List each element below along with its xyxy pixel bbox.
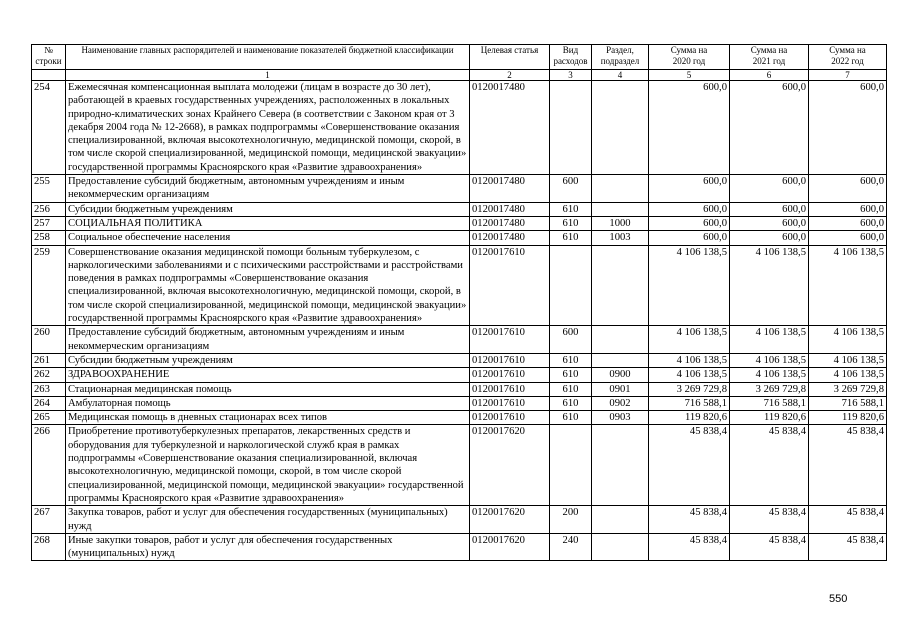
row-sum-2020: 600,0 (649, 202, 730, 216)
row-section: 1000 (592, 216, 649, 230)
row-sum-2022: 4 106 138,5 (809, 353, 887, 367)
page-number: 550 (829, 593, 848, 605)
table-row (32, 382, 887, 396)
header-sum-2020: Сумма на 2020 год (649, 45, 730, 70)
row-section (592, 533, 649, 561)
row-target-article: 0120017620 (470, 425, 550, 506)
row-expense-type: 610 (550, 202, 592, 216)
row-name: Амбулаторная помощь (66, 396, 470, 410)
header-section: Раздел, подраздел (592, 45, 649, 70)
row-number: 264 (32, 396, 66, 410)
row-sum-2022: 600,0 (809, 216, 887, 230)
row-sum-2022: 3 269 729,8 (809, 382, 887, 396)
row-target-article: 0120017480 (470, 202, 550, 216)
row-section (592, 81, 649, 175)
table-row (32, 425, 887, 506)
budget-table (31, 44, 887, 561)
row-number: 262 (32, 368, 66, 382)
table-row (32, 202, 887, 216)
row-number: 266 (32, 425, 66, 506)
table-row (32, 396, 887, 410)
row-expense-type: 610 (550, 411, 592, 425)
row-sum-2020: 45 838,4 (649, 533, 730, 561)
row-sum-2020: 45 838,4 (649, 506, 730, 534)
row-expense-type: 600 (550, 175, 592, 203)
table-row (32, 231, 887, 245)
row-name: Иные закупки товаров, работ и услуг для обеспечения государственных (муниципальных) нужд (66, 533, 470, 561)
row-number: 261 (32, 353, 66, 367)
row-number: 257 (32, 216, 66, 230)
table-header (32, 45, 887, 81)
row-number: 256 (32, 202, 66, 216)
row-sum-2020: 600,0 (649, 216, 730, 230)
row-sum-2020: 4 106 138,5 (649, 245, 730, 326)
row-target-article: 0120017480 (470, 81, 550, 175)
header-sum-2021: Сумма на 2021 год (730, 45, 809, 70)
column-number: 7 (809, 70, 887, 81)
row-sum-2020: 716 588,1 (649, 396, 730, 410)
row-sum-2020: 600,0 (649, 175, 730, 203)
column-number (32, 70, 66, 81)
row-sum-2020: 4 106 138,5 (649, 326, 730, 354)
row-expense-type (550, 245, 592, 326)
row-number: 268 (32, 533, 66, 561)
row-sum-2022: 600,0 (809, 175, 887, 203)
table-row (32, 353, 887, 367)
row-sum-2020: 600,0 (649, 231, 730, 245)
row-sum-2021: 600,0 (730, 202, 809, 216)
row-target-article: 0120017610 (470, 396, 550, 410)
row-section: 0903 (592, 411, 649, 425)
row-section (592, 202, 649, 216)
row-target-article: 0120017610 (470, 326, 550, 354)
row-name: Приобретение противотуберкулезных препаратов, лекарственных средств и оборудования для туберкулезной и наркологической служб края в рамках подпрограммы «Совершенствование оказания специализированной, включая высокотехнологичную, медицинской помощи, скорой, в том числе скорой специализированной, медицинской помощи, медицинской эвакуации» государственной программы Красноярского края «Развитие здравоохранения» (66, 425, 470, 506)
row-sum-2021: 716 588,1 (730, 396, 809, 410)
table-row (32, 81, 887, 175)
row-sum-2021: 45 838,4 (730, 425, 809, 506)
row-expense-type: 610 (550, 368, 592, 382)
row-section (592, 175, 649, 203)
row-number: 260 (32, 326, 66, 354)
row-name: СОЦИАЛЬНАЯ ПОЛИТИКА (66, 216, 470, 230)
row-number: 258 (32, 231, 66, 245)
row-sum-2021: 45 838,4 (730, 506, 809, 534)
row-target-article: 0120017480 (470, 231, 550, 245)
column-number: 4 (592, 70, 649, 81)
row-sum-2021: 600,0 (730, 175, 809, 203)
row-section (592, 326, 649, 354)
row-name: Ежемесячная компенсационная выплата молодежи (лицам в возрасте до 30 лет), работающей в краевых государственных учреждениях, расположенных в локальных природно-климатических зонах Крайнего Севера (в соответствии с Законом края от 3 декабря 2004 года № 12-2668), в рамках подпрограммы «Совершенствование оказания специализированной, включая высокотехнологичную, медицинской помощи, скорой, в том числе скорой специализированной, медицинской помощи, медицинской эвакуации» государственной программы Красноярского края «Развитие здравоохранения» (66, 81, 470, 175)
row-name: ЗДРАВООХРАНЕНИЕ (66, 368, 470, 382)
row-sum-2021: 4 106 138,5 (730, 326, 809, 354)
row-sum-2021: 4 106 138,5 (730, 245, 809, 326)
row-sum-2022: 716 588,1 (809, 396, 887, 410)
row-sum-2022: 45 838,4 (809, 506, 887, 534)
row-sum-2022: 600,0 (809, 231, 887, 245)
row-target-article: 0120017480 (470, 175, 550, 203)
row-target-article: 0120017610 (470, 245, 550, 326)
row-name: Стационарная медицинская помощь (66, 382, 470, 396)
row-sum-2022: 4 106 138,5 (809, 245, 887, 326)
row-name: Закупка товаров, работ и услуг для обеспечения государственных (муниципальных) нужд (66, 506, 470, 534)
row-section: 0900 (592, 368, 649, 382)
row-number: 265 (32, 411, 66, 425)
row-expense-type: 610 (550, 216, 592, 230)
row-target-article: 0120017610 (470, 382, 550, 396)
header-name: Наименование главных распорядителей и наименование показателей бюджетной классификации (66, 45, 470, 70)
row-sum-2022: 45 838,4 (809, 533, 887, 561)
row-expense-type: 240 (550, 533, 592, 561)
table-row (32, 326, 887, 354)
table-row (32, 506, 887, 534)
row-sum-2020: 3 269 729,8 (649, 382, 730, 396)
row-expense-type: 610 (550, 396, 592, 410)
table-row (32, 411, 887, 425)
column-number: 2 (470, 70, 550, 81)
row-number: 255 (32, 175, 66, 203)
row-name: Медицинская помощь в дневных стационарах всех типов (66, 411, 470, 425)
row-number: 259 (32, 245, 66, 326)
row-section: 0902 (592, 396, 649, 410)
table-row (32, 216, 887, 230)
row-name: Предоставление субсидий бюджетным, автономным учреждениям и иным некоммерческим организациям (66, 326, 470, 354)
row-sum-2020: 45 838,4 (649, 425, 730, 506)
row-sum-2020: 600,0 (649, 81, 730, 175)
row-target-article: 0120017620 (470, 506, 550, 534)
row-sum-2022: 4 106 138,5 (809, 326, 887, 354)
header-target: Целевая статья (470, 45, 550, 70)
column-number-row (32, 70, 887, 81)
row-target-article: 0120017610 (470, 353, 550, 367)
row-sum-2020: 4 106 138,5 (649, 368, 730, 382)
row-sum-2021: 4 106 138,5 (730, 368, 809, 382)
row-sum-2021: 600,0 (730, 81, 809, 175)
row-target-article: 0120017480 (470, 216, 550, 230)
row-sum-2022: 119 820,6 (809, 411, 887, 425)
row-sum-2022: 4 106 138,5 (809, 368, 887, 382)
header-num: № строки (32, 45, 66, 70)
row-expense-type (550, 425, 592, 506)
table-row (32, 368, 887, 382)
row-sum-2021: 45 838,4 (730, 533, 809, 561)
row-sum-2022: 600,0 (809, 81, 887, 175)
row-sum-2022: 45 838,4 (809, 425, 887, 506)
row-name: Субсидии бюджетным учреждениям (66, 353, 470, 367)
column-number: 1 (66, 70, 470, 81)
row-expense-type (550, 81, 592, 175)
row-sum-2022: 600,0 (809, 202, 887, 216)
row-target-article: 0120017610 (470, 368, 550, 382)
column-number: 5 (649, 70, 730, 81)
row-name: Совершенствование оказания медицинской помощи больным туберкулезом, с наркологическими заболеваниями и с психическими расстройствами и расстройствами поведения в рамках подпрограммы «Совершенствование оказания специализированной, включая высокотехнологичную, медицинской помощи, скорой, в том числе скорой специализированной, медицинской помощи, медицинской эвакуации» государственной программы Красноярского края «Развитие здравоохранения» (66, 245, 470, 326)
column-number: 6 (730, 70, 809, 81)
row-target-article: 0120017620 (470, 533, 550, 561)
row-name: Субсидии бюджетным учреждениям (66, 202, 470, 216)
row-sum-2020: 4 106 138,5 (649, 353, 730, 367)
row-section: 1003 (592, 231, 649, 245)
row-sum-2021: 600,0 (730, 231, 809, 245)
row-expense-type: 610 (550, 353, 592, 367)
row-section (592, 506, 649, 534)
row-target-article: 0120017610 (470, 411, 550, 425)
table-row (32, 245, 887, 326)
table-row (32, 533, 887, 561)
row-sum-2020: 119 820,6 (649, 411, 730, 425)
row-number: 254 (32, 81, 66, 175)
row-sum-2021: 119 820,6 (730, 411, 809, 425)
row-name: Социальное обеспечение населения (66, 231, 470, 245)
table-body (32, 81, 887, 561)
row-expense-type: 200 (550, 506, 592, 534)
row-expense-type: 600 (550, 326, 592, 354)
row-section (592, 353, 649, 367)
table-row (32, 175, 887, 203)
header-sum-2022: Сумма на 2022 год (809, 45, 887, 70)
row-sum-2021: 3 269 729,8 (730, 382, 809, 396)
column-number: 3 (550, 70, 592, 81)
row-number: 263 (32, 382, 66, 396)
row-sum-2021: 4 106 138,5 (730, 353, 809, 367)
row-expense-type: 610 (550, 231, 592, 245)
row-section (592, 245, 649, 326)
row-name: Предоставление субсидий бюджетным, автономным учреждениям и иным некоммерческим организациям (66, 175, 470, 203)
row-section: 0901 (592, 382, 649, 396)
row-number: 267 (32, 506, 66, 534)
row-expense-type: 610 (550, 382, 592, 396)
header-exptype: Вид расходов (550, 45, 592, 70)
row-sum-2021: 600,0 (730, 216, 809, 230)
row-section (592, 425, 649, 506)
